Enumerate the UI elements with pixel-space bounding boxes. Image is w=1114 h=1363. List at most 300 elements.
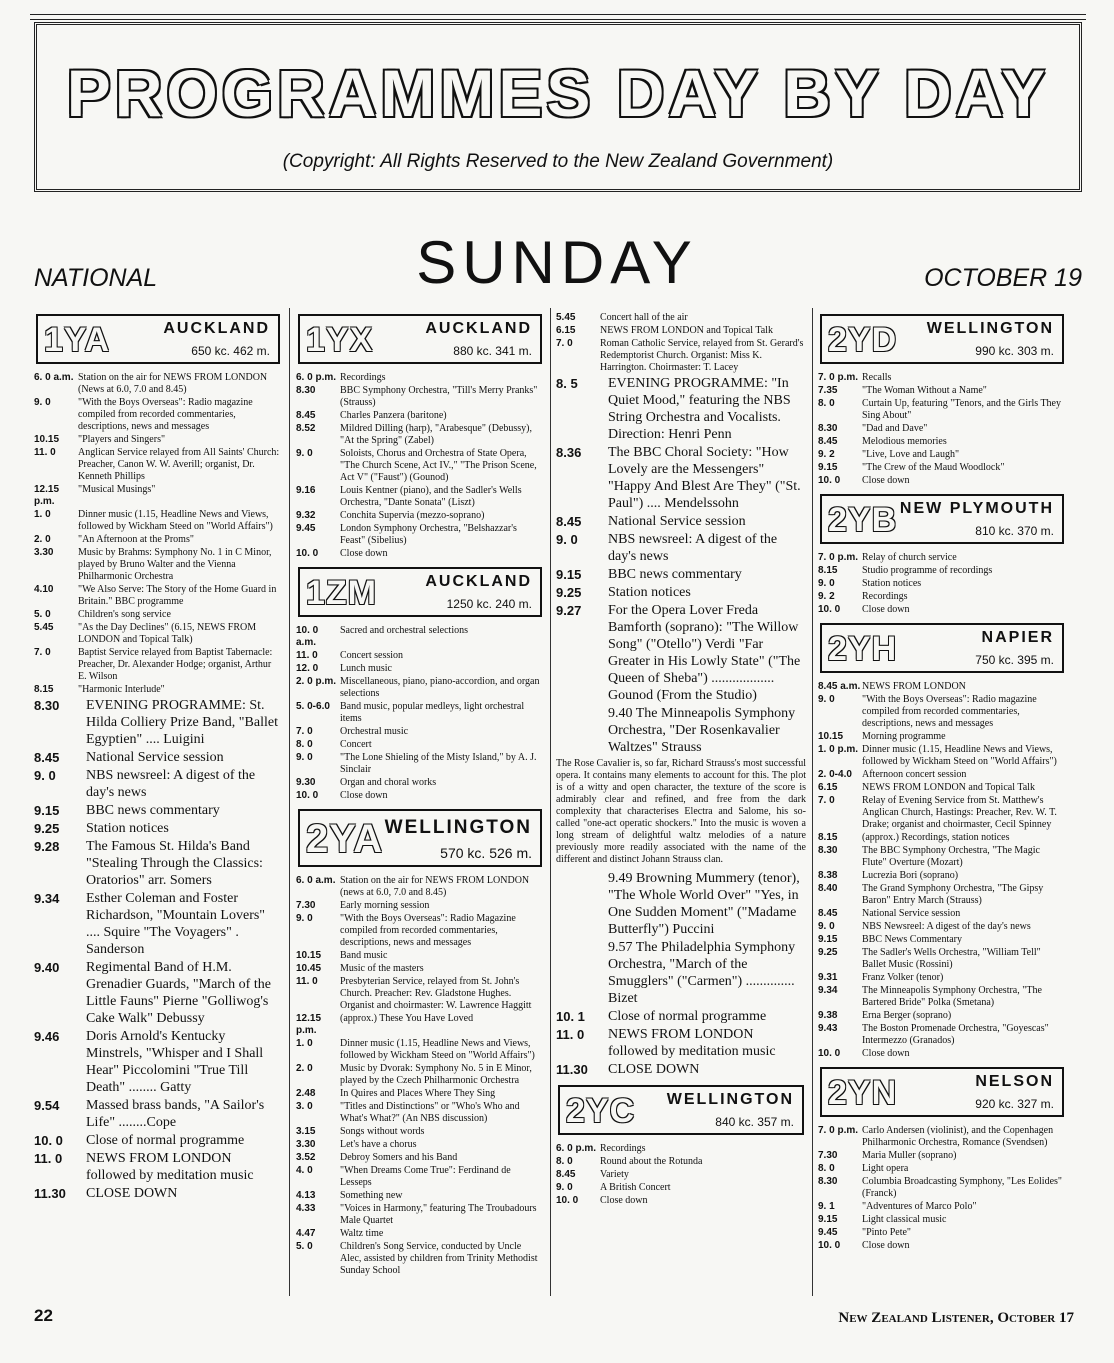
- schedule-entry: [296, 1152, 544, 1164]
- schedule-entry: [556, 325, 806, 337]
- entry-programme: The Sadler's Wells Orchestra, "William Tell" Ballet Music (Rossini): [862, 947, 1041, 970]
- station-city: WELLINGTON: [926, 320, 1054, 337]
- entry-programme: Concert: [340, 739, 372, 750]
- day-heading: SUNDAY: [416, 229, 698, 296]
- entry-time: 10. 0: [818, 475, 841, 486]
- column-divider: [812, 308, 813, 1296]
- schedule-entry: [818, 947, 1066, 971]
- schedule-entry: [556, 375, 806, 443]
- schedule-entry: [818, 731, 1066, 743]
- station-2yn: [818, 1067, 1066, 1252]
- entry-time: 9.43: [818, 1023, 838, 1034]
- schedule-entry: [818, 744, 1066, 768]
- entry-programme: Close down: [862, 604, 910, 615]
- station-callsign: 2YB: [828, 501, 898, 539]
- entry-programme: "Voices in Harmony," featuring The Troubadours Male Quartet: [340, 1203, 537, 1226]
- entry-time: 5.45: [556, 312, 576, 323]
- entry-time: 7. 0: [34, 647, 51, 658]
- schedule-entry: [818, 845, 1066, 869]
- entry-time: 4.47: [296, 1228, 316, 1239]
- entry-time: 8.45: [818, 908, 838, 919]
- entry-time: [556, 939, 608, 1007]
- masthead-title: PROGRAMMES DAY BY DAY: [66, 56, 1050, 130]
- entry-time: 1. 0 p.m.: [818, 744, 859, 755]
- schedule-entry: [34, 609, 282, 621]
- entry-time: 10.15: [34, 434, 60, 445]
- schedule-entry: [296, 625, 544, 649]
- entry-time: 11. 0: [556, 1027, 585, 1042]
- entry-time: 8.15: [818, 832, 838, 843]
- schedule-entry: [818, 475, 1066, 487]
- page-number: 22: [34, 1306, 53, 1325]
- entry-time: 9.34: [818, 985, 838, 996]
- entry-time: 10. 0: [296, 548, 319, 559]
- station-city: NEW PLYMOUTH: [899, 500, 1054, 517]
- station-city: AUCKLAND: [425, 573, 532, 590]
- schedule-entry: [296, 663, 544, 675]
- station-callsign: 2YC: [566, 1092, 636, 1130]
- schedule-entry: [818, 908, 1066, 920]
- entry-time: 8.30: [818, 845, 838, 856]
- entry-time: 10.15: [296, 950, 322, 961]
- entry-programme: Recordings: [600, 1143, 646, 1154]
- entry-time: 8.45 a.m.: [818, 681, 861, 692]
- schedule-entry: [556, 705, 806, 756]
- schedule-entry: [34, 1132, 282, 1149]
- entry-time: [556, 705, 608, 756]
- entry-programme: Close down: [862, 1240, 910, 1251]
- schedule-entry: [296, 1088, 544, 1100]
- schedule-entry: [818, 462, 1066, 474]
- schedule-entry: [34, 1028, 282, 1096]
- entry-time: 9. 0: [296, 448, 313, 459]
- schedule-entry: [34, 647, 282, 683]
- station-header: [298, 314, 542, 364]
- entry-time: 4. 0: [296, 1165, 313, 1176]
- schedule-entry: [296, 1228, 544, 1240]
- station-frequency: 650 kc. 462 m.: [191, 344, 270, 358]
- entry-time: 4.10: [34, 584, 54, 595]
- entry-time: 9. 0: [818, 694, 835, 705]
- entry-time: 5. 0: [34, 609, 51, 620]
- entry-programme: NBS newsreel: A digest of the day's news: [86, 768, 256, 800]
- entry-time: 9. 2: [818, 591, 835, 602]
- entry-time: 12. 0: [296, 663, 319, 674]
- entry-time: 12.15 p.m.: [296, 1013, 322, 1036]
- entry-time: 9.25: [34, 821, 60, 836]
- entry-programme: Debroy Somers and his Band: [340, 1152, 458, 1163]
- entry-time: 2. 0 p.m.: [296, 676, 337, 687]
- entry-time: 2. 0: [296, 1063, 313, 1074]
- entry-time: 10. 0 a.m.: [296, 625, 319, 648]
- entry-programme: Dinner music (1.15, Headline News and Views, followed by Wickham Steed on "World Affairs"): [78, 509, 273, 532]
- entry-programme: The Minneapolis Symphony Orchestra, "The Bartered Bride" Polka (Smetana): [862, 985, 1042, 1008]
- entry-programme: Conchita Supervia (mezzo-soprano): [340, 510, 485, 521]
- entry-programme: Relay of church service: [862, 552, 957, 563]
- station-2yd: [818, 314, 1066, 487]
- entry-programme: Sacred and orchestral selections: [340, 625, 469, 636]
- entry-time: 3.52: [296, 1152, 316, 1163]
- entry-programme: 9.49 Browning Mummery (tenor), "The Whole World Over" "Yes, in One Sudden Moment" ("Madame Butterfly") Puccini: [608, 871, 800, 937]
- entry-time: 8.45: [556, 1169, 576, 1180]
- column-2: [296, 312, 544, 1292]
- entry-time: 8.15: [818, 565, 838, 576]
- schedule-entry: [818, 1023, 1066, 1047]
- station-frequency: 990 kc. 303 m.: [975, 344, 1054, 358]
- entry-programme: Afternoon concert session: [862, 769, 967, 780]
- entry-programme: Carlo Andersen (violinist), and the Copenhagen Philharmonic Orchestra, Romance (Svendsen): [862, 1125, 1054, 1148]
- entry-programme: 9.57 The Philadelphia Symphony Orchestra, "March of the Smugglers" ("Carmen") .............. Bizet: [608, 940, 796, 1006]
- schedule-entry: [296, 448, 544, 484]
- schedule-entry: [296, 1101, 544, 1125]
- entry-programme: Relay of Evening Service from St. Matthew's Anglican Church, Hastings: Preacher, Rev. W. T. Drake; organist and choirmaster, Cecil Spinney: [862, 795, 1057, 830]
- schedule-entry: [818, 1227, 1066, 1239]
- entry-time: 9. 0: [296, 752, 313, 763]
- entry-programme: Children's Song Service, conducted by Uncle Alec, assisted by children from Trinity Methodist Sunday School: [340, 1241, 538, 1276]
- schedule-entry: [34, 697, 282, 748]
- station-callsign: 2YA: [306, 817, 384, 861]
- schedule-entry: [296, 1126, 544, 1138]
- station-city: AUCKLAND: [163, 320, 270, 337]
- entry-time: 9.38: [818, 1010, 838, 1021]
- entry-time: 8. 0: [818, 398, 835, 409]
- entry-time: 9.30: [296, 777, 316, 788]
- station-header: [820, 1067, 1064, 1117]
- schedule-entry: [296, 752, 544, 776]
- entry-programme: "Harmonic Interlude": [78, 684, 165, 695]
- entry-programme: Dinner music (1.15, Headline News and Views, followed by Wickham Steed on "World Affairs"): [862, 744, 1057, 767]
- entry-programme: EVENING PROGRAMME: "In Quiet Mood," featuring the NBS String Orchestra and Vocalists. Direction: Henri Penn: [608, 376, 791, 442]
- entry-programme: Music by Dvorak: Symphony No. 5 in E Minor, played by the Czech Philharmonic Orchestra: [340, 1063, 532, 1086]
- schedule-entry: [34, 534, 282, 546]
- entry-programme: Presbyterian Service, relayed from St. John's Church. Preacher: Rev. Gladstone Hughes. Organist and choirmaster: W. Lawrence Haggitt: [340, 976, 532, 1011]
- entry-time: 9.27: [556, 603, 582, 618]
- entry-time: 11.30: [556, 1062, 588, 1077]
- schedule-entry: [556, 1061, 806, 1078]
- entry-programme: "Adventures of Marco Polo": [862, 1201, 977, 1212]
- entry-time: 8.30: [296, 385, 316, 396]
- schedule-entry: [818, 694, 1066, 730]
- entry-programme: Organ and choral works: [340, 777, 437, 788]
- entry-programme: Miscellaneous, piano, piano-accordion, and organ selections: [340, 676, 540, 699]
- entry-time: 9.25: [556, 585, 582, 600]
- entry-programme: "With the Boys Overseas": Radio magazine compiled from recorded commentaries, descriptions, news and messages: [78, 397, 253, 432]
- entry-programme: NEWS FROM LONDON: [862, 681, 966, 692]
- entry-time: 10. 0: [818, 1048, 841, 1059]
- entry-time: 8. 0: [818, 1163, 835, 1174]
- schedule-entry: [818, 1010, 1066, 1022]
- entry-programme: "With the Boys Overseas": Radio magazine compiled from recorded commentaries, descriptions, news and messages: [862, 694, 1037, 729]
- entry-programme: Close down: [340, 790, 388, 801]
- station-callsign: 2YD: [828, 321, 898, 359]
- schedule-entry: [34, 767, 282, 801]
- entry-programme: Station notices: [862, 578, 922, 589]
- column-3: [556, 312, 806, 1292]
- schedule-entry: [296, 950, 544, 962]
- column-divider: [289, 308, 290, 1296]
- station-callsign: 2YH: [828, 630, 898, 668]
- schedule-entry: [296, 777, 544, 789]
- entry-programme: Columbia Broadcasting Symphony, "Les Eolides" (Franck): [862, 1176, 1062, 1199]
- entry-programme: Regimental Band of H.M. Grenadier Guards, "March of the Little Fauns" Pierne "Golliwog's Cake Walk" Debussy: [86, 960, 271, 1026]
- entry-time: 9. 0: [34, 768, 56, 783]
- entry-time: 10. 0: [818, 1240, 841, 1251]
- station-1zm: [296, 567, 544, 802]
- station-callsign: 1YX: [306, 321, 374, 359]
- schedule-entry: [556, 602, 806, 704]
- schedule-entry: [296, 913, 544, 949]
- schedule-entry: [34, 622, 282, 646]
- entry-programme: Station on the air for NEWS FROM LONDON (news at 6.0, 7.0 and 8.45): [340, 875, 530, 898]
- schedule-entry: [34, 749, 282, 766]
- entry-time: 9.16: [296, 485, 316, 496]
- masthead-rule: [30, 14, 1086, 20]
- entry-programme: Music of the masters: [340, 963, 424, 974]
- entry-time: 7.30: [296, 900, 316, 911]
- entry-programme: NEWS FROM LONDON followed by meditation music: [608, 1027, 776, 1059]
- entry-time: 9.46: [34, 1029, 60, 1044]
- station-frequency: 570 kc. 526 m.: [440, 845, 532, 861]
- schedule-entry: [818, 883, 1066, 907]
- station-callsign: 2YN: [828, 1074, 898, 1112]
- entry-time: 11. 0: [34, 447, 56, 458]
- station-frequency: 810 kc. 370 m.: [975, 524, 1054, 538]
- entry-time: 2. 0: [34, 534, 51, 545]
- entry-programme: The BBC Choral Society: "How Lovely are the Messengers" "Happy And Blest Are They" ("St. Paul") .... Mendelssohn: [608, 445, 801, 511]
- station-header: [36, 314, 280, 364]
- schedule-entry: [34, 397, 282, 433]
- schedule-entry: [34, 838, 282, 889]
- schedule-entry: [34, 684, 282, 696]
- schedule-entry: [818, 398, 1066, 422]
- entry-programme: Close down: [862, 475, 910, 486]
- schedule-entry: [296, 963, 544, 975]
- entry-time: 10. 1: [556, 1009, 585, 1024]
- schedule-entry: [34, 447, 282, 483]
- entry-programme: Melodious memories: [862, 436, 947, 447]
- entry-programme: "As the Day Declines" (6.15, NEWS FROM LONDON and Topical Talk): [78, 622, 257, 645]
- entry-programme: 9.40 The Minneapolis Symphony Orchestra, "Der Rosenkavalier Waltzes" Strauss: [608, 706, 796, 755]
- entry-time: 9.15: [818, 934, 838, 945]
- station-callsign: 1ZM: [306, 574, 377, 612]
- masthead-copyright: (Copyright: All Rights Reserved to the New Zealand Government): [282, 151, 834, 172]
- publication-footer: New Zealand Listener, October 17: [838, 1310, 1074, 1326]
- entry-programme: BBC News Commentary: [862, 934, 962, 945]
- entry-time: 8.15: [34, 684, 54, 695]
- station-header: [820, 314, 1064, 364]
- entry-programme: Concert session: [340, 650, 404, 661]
- entry-programme: "Players and Singers": [78, 434, 166, 445]
- entry-time: 11. 0: [34, 1151, 63, 1166]
- station-2ya: [296, 809, 544, 1277]
- entry-programme: Anglican Service relayed from All Saints' Church: Preacher, Canon W. W. Averill; organist, Dr. Kenneth Phillips: [78, 447, 280, 482]
- entry-programme: NBS newsreel: A digest of the day's news: [608, 532, 778, 564]
- schedule-entry: [296, 523, 544, 547]
- schedule-entry: [556, 444, 806, 512]
- entry-time: 9. 0: [556, 1182, 573, 1193]
- masthead: [34, 22, 1082, 192]
- schedule-entry: [296, 1203, 544, 1227]
- entry-time: 9. 0: [556, 532, 578, 547]
- entry-programme: Music by Brahms: Symphony No. 1 in C Minor, played by Bruno Walter and the Vienna Philharmonic Orchestra: [78, 547, 272, 582]
- entry-programme: Something new: [340, 1190, 403, 1201]
- entry-time: 10. 0: [296, 790, 319, 801]
- schedule-entry: [556, 1156, 806, 1168]
- schedule-entry: [818, 1163, 1066, 1175]
- entry-programme: Orchestral music: [340, 726, 409, 737]
- programme-note: The Rose Cavalier is, so far, Richard Strauss's most successful opera. It contains many elements to account for this. The plot is of a witty and open character, the texture of the score is admirably clear and refined, and free from the dark complexity that characterises Electra and Salome, his so-called "one-act operatic shockers." Into the music is woven a long stream of delightful waltz melodies of a nature previously more readily associated with the name of the different and distinct Johann Strauss clan.: [556, 758, 806, 865]
- entry-time: 9.45: [818, 1227, 838, 1238]
- entry-time: 8.36: [556, 445, 582, 460]
- schedule-entry: [34, 802, 282, 819]
- entry-programme: Soloists, Chorus and Orchestra of State Opera, "The Church Scene, Act IV.," "The Prison Scene, Act V" ("Faust") (Gounod): [340, 448, 537, 483]
- entry-time: 9.40: [34, 960, 60, 975]
- entry-programme: National Service session: [608, 514, 746, 529]
- schedule-entry: [296, 548, 544, 560]
- schedule-entry: [556, 312, 806, 324]
- entry-programme: Lucrezia Bori (soprano): [862, 870, 959, 881]
- entry-time: 9.15: [818, 462, 838, 473]
- entry-programme: Louis Kentner (piano), and the Sadler's Wells Orchestra, "Dante Sonata" (Liszt): [340, 485, 522, 508]
- station-city: WELLINGTON: [384, 817, 532, 838]
- entry-time: 7. 0 p.m.: [818, 1125, 859, 1136]
- station-callsign: 1YA: [44, 321, 111, 359]
- entry-programme: Maria Muller (soprano): [862, 1150, 957, 1161]
- schedule-entry: [34, 1150, 282, 1184]
- entry-time: 3.15: [296, 1126, 316, 1137]
- entry-time: 3. 0: [296, 1101, 313, 1112]
- entry-time: 5. 0: [296, 1241, 313, 1252]
- entry-time: 8.52: [296, 423, 316, 434]
- schedule-entry: [296, 385, 544, 409]
- schedule-entry: [818, 423, 1066, 435]
- entry-time: 10. 0: [818, 604, 841, 615]
- entry-time: 7.30: [818, 1150, 838, 1161]
- entry-time: 7. 0 p.m.: [818, 372, 859, 383]
- station-frequency: 880 kc. 341 m.: [453, 344, 532, 358]
- column-4: [818, 312, 1066, 1292]
- entry-programme: Waltz time: [340, 1228, 384, 1239]
- entry-programme: "An Afternoon at the Proms": [78, 534, 194, 545]
- entry-time: 7. 0: [296, 726, 313, 737]
- schedule-entry: [34, 509, 282, 533]
- schedule-entry: [818, 934, 1066, 946]
- schedule-entry: [296, 1165, 544, 1189]
- entry-programme: "Dad and Dave": [862, 423, 928, 434]
- entry-programme: Band music, popular medleys, light orchestral items: [340, 701, 525, 724]
- schedule-entry: [296, 701, 544, 725]
- entry-time: 8.45: [34, 750, 60, 765]
- station-header: [820, 623, 1064, 673]
- station-2yh: [818, 623, 1066, 1060]
- entry-programme: (approx.) Recordings, station notices: [862, 832, 1010, 843]
- entry-programme: NEWS FROM LONDON and Topical Talk: [600, 325, 773, 336]
- column-divider: [550, 308, 551, 1296]
- schedule-entry: [296, 900, 544, 912]
- entry-programme: Close down: [340, 548, 388, 559]
- schedule-entry: [818, 1150, 1066, 1162]
- entry-programme: Early morning session: [340, 900, 430, 911]
- schedule-entry: [818, 985, 1066, 1009]
- entry-time: 9.34: [34, 891, 60, 906]
- date-label: OCTOBER 19: [924, 264, 1082, 292]
- schedule-entry: [296, 1013, 544, 1037]
- entry-time: 9.15: [34, 803, 60, 818]
- entry-programme: BBC news commentary: [86, 803, 220, 818]
- entry-programme: In Quires and Places Where They Sing: [340, 1088, 496, 1099]
- schedule-entry: [556, 1143, 806, 1155]
- entry-time: 7.35: [818, 385, 838, 396]
- entry-time: 11.30: [34, 1186, 66, 1201]
- entry-time: 11. 0: [296, 976, 318, 987]
- schedule-entry: [296, 1241, 544, 1277]
- entry-time: 10. 0: [556, 1195, 579, 1206]
- entry-time: 9. 0: [296, 913, 313, 924]
- schedule-entry: [34, 434, 282, 446]
- entry-programme: Roman Catholic Service, relayed from St. Gerard's Redemptorist Church. Organist: Miss K. Harrington. Choirmaster: T. Lacey: [600, 338, 804, 373]
- schedule-entry: [296, 676, 544, 700]
- entry-programme: Round about the Rotunda: [600, 1156, 703, 1167]
- schedule-entry: [818, 795, 1066, 831]
- schedule-entry: [296, 739, 544, 751]
- schedule-entry: [818, 372, 1066, 384]
- schedule-entry: [34, 484, 282, 508]
- entry-time: 6. 0 p.m.: [296, 372, 337, 383]
- schedule-entry: [818, 832, 1066, 844]
- schedule-entry: [34, 820, 282, 837]
- schedule-entry: [296, 650, 544, 662]
- entry-time: 2. 0-4.0: [818, 769, 852, 780]
- entry-programme: CLOSE DOWN: [608, 1062, 700, 1077]
- entry-time: 1. 0: [296, 1038, 313, 1049]
- entry-programme: "We Also Serve: The Story of the Home Guard in Britain." BBC programme: [78, 584, 277, 607]
- entry-programme: Station on the air for NEWS FROM LONDON (News at 6.0, 7.0 and 8.45): [78, 372, 268, 395]
- entry-time: 9.54: [34, 1098, 60, 1113]
- entry-programme: Close down: [600, 1195, 648, 1206]
- entry-time: 8. 0: [556, 1156, 573, 1167]
- station-1yx: [296, 314, 544, 560]
- entry-time: 10.15: [818, 731, 844, 742]
- entry-time: 8.45: [818, 436, 838, 447]
- station-2ya-continued: [556, 312, 806, 1078]
- region-label: NATIONAL: [34, 264, 158, 292]
- entry-time: 7. 0 p.m.: [818, 552, 859, 563]
- entry-programme: "With the Boys Overseas": Radio Magazine compiled from recorded commentaries, descriptions, news and messages: [340, 913, 516, 948]
- entry-programme: EVENING PROGRAMME: St. Hilda Colliery Prize Band, "Ballet Egyptien" .... Luigini: [86, 698, 278, 747]
- schedule-entry: [556, 1182, 806, 1194]
- entry-programme: Dinner music (1.15, Headline News and Views, followed by Wickham Steed on "World Affairs"): [340, 1038, 535, 1061]
- schedule-entry: [818, 681, 1066, 693]
- schedule-entry: [556, 939, 806, 1007]
- entry-time: 8. 5: [556, 376, 578, 391]
- entry-programme: Children's song service: [78, 609, 171, 620]
- schedule-entry: [296, 1190, 544, 1202]
- schedule-entry: [296, 726, 544, 738]
- entry-programme: Close of normal programme: [608, 1009, 767, 1024]
- column-1: [34, 312, 282, 1292]
- entry-time: 9. 1: [818, 1201, 835, 1212]
- schedule-entry: [296, 1038, 544, 1062]
- entry-programme: Franz Volker (tenor): [862, 972, 944, 983]
- entry-time: 1. 0: [34, 509, 51, 520]
- schedule-entry: [296, 485, 544, 509]
- schedule-entry: [818, 870, 1066, 882]
- entry-programme: NBS Newsreel: A digest of the day's news: [862, 921, 1031, 932]
- entry-time: 7. 0: [556, 338, 573, 349]
- entry-time: [556, 870, 608, 938]
- entry-programme: Massed brass bands, "A Sailor's Life" ........Cope: [86, 1098, 265, 1130]
- schedule-entry: [296, 1063, 544, 1087]
